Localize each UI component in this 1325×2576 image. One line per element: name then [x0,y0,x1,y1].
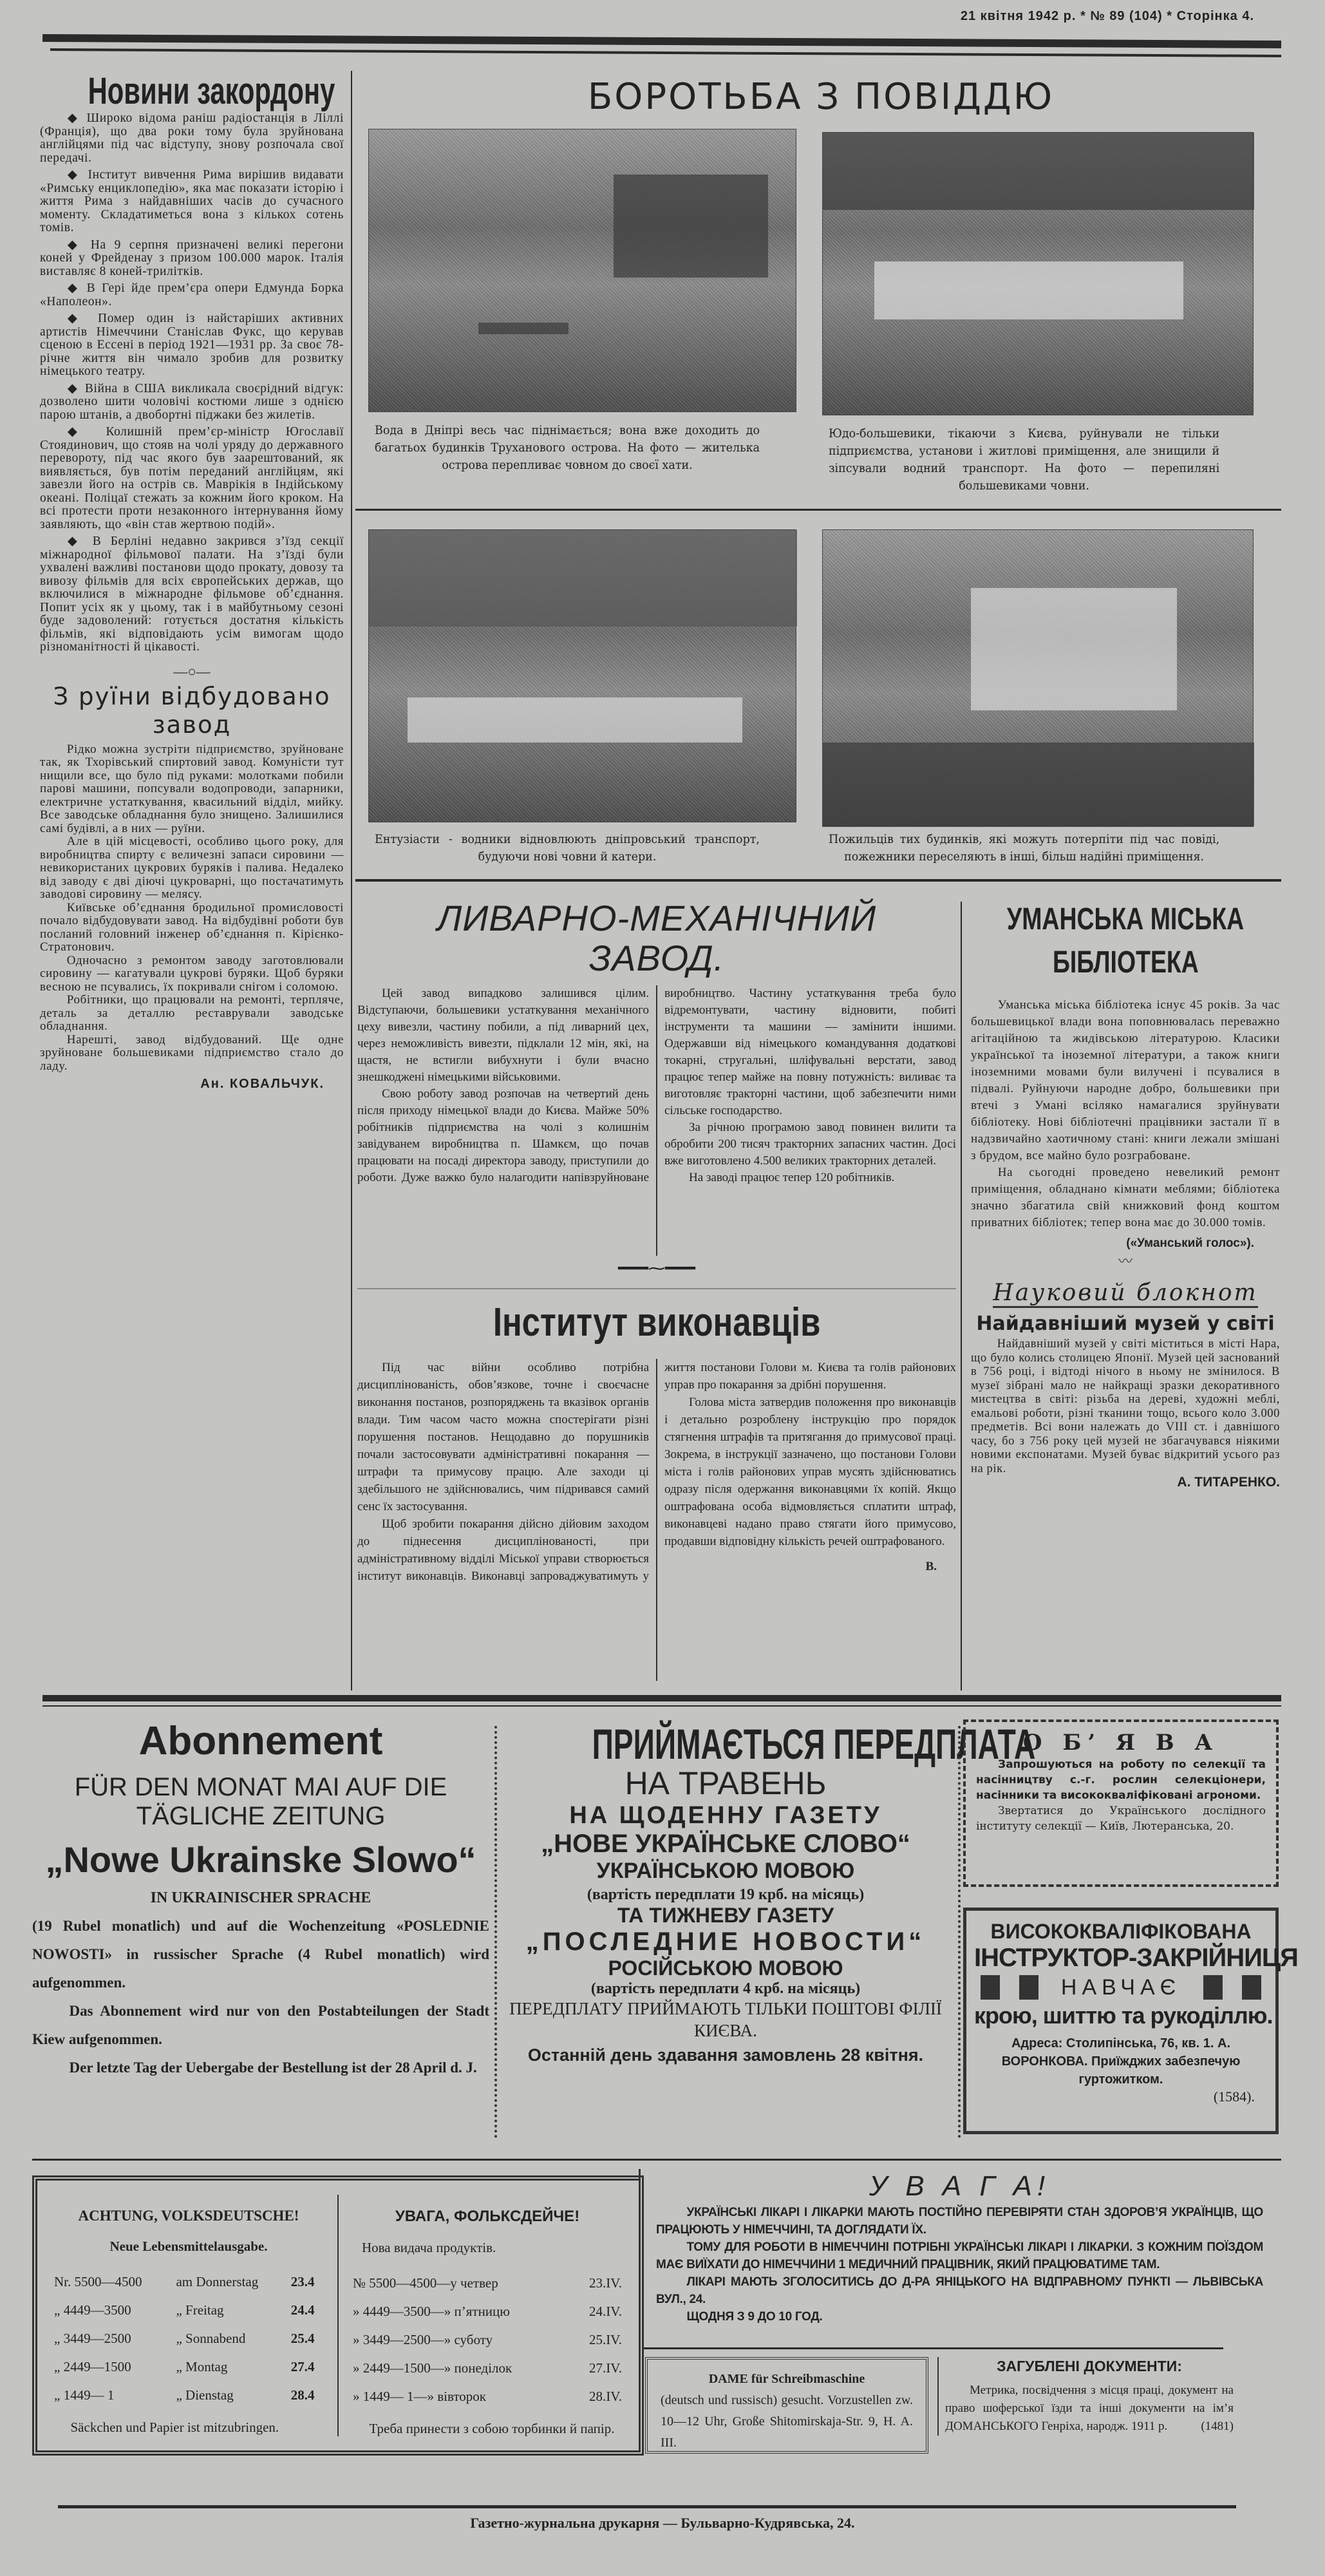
abonnement-body [32,1912,489,2082]
masthead-rule [42,34,1281,48]
photo-new-boats [368,529,796,822]
notice-title: ACHTUNG, VOLKSDEUTSCHE! [78,2208,299,2224]
dame-ad [645,2357,928,2454]
ornamental-border [958,1726,961,2138]
news-item: ◆ Широко відома раніш радіостанція в Ліллі (Франція), що два роки тому була зруйнована англійцями під час відступу, знову розпочала свої передачі. [40,111,344,165]
ad-reference: (1481) [1201,2420,1234,2433]
subscription-line: „ПОСЛЕДНИЕ НОВОСТИ“ [525,1927,926,1956]
table-row [50,2381,327,2409]
foundry-title-line: ЗАВОД. [588,938,725,978]
table-cell: 25.IV. [589,2332,622,2347]
ruins-title: З руїни відбудовано завод [53,682,331,739]
divider [355,509,1281,511]
table-cell: 24.IV. [589,2304,622,2319]
dame-text: (deutsch und russisch) gesucht. Vorzustellen zw. 10—12 Uhr, Große Shitomirskaja-Str. 9, H. A. III. [661,2393,913,2450]
museum-title: Найдавніший музей у світі [976,1312,1275,1335]
paragraph: Нарешті, завод відбудований. Ще одне зруйноване большевиками підприємство стало до ладу. [40,1032,344,1073]
foundry-title [357,898,956,978]
section-rule [32,2159,1281,2161]
table-cell: » 1449— 1—» вівторок [353,2389,486,2404]
table-cell: № 5500—4500—у четвер [353,2275,498,2291]
table-row [349,2325,626,2354]
notice-subtitle: Neue Lebensmittelausgabe. [109,2239,268,2254]
paragraph: Звертатися до Українського дослідного інституту селекції — Київ, Лютеранська, 20. [976,1804,1266,1833]
table-row [50,2353,327,2381]
ruins-author: Ан. КОВАЛЬЧУК. [200,1077,324,1091]
abonnement-lang: IN UKRAINISCHER SPRACHE [150,1889,371,1906]
paragraph: За річною програмою завод повинен вилити та обробити 200 тисяч тракторних запасних частин. Досі вже виготовлено 4.500 великих тракторних деталей. [664,1121,956,1168]
signature: В. [925,1560,937,1573]
table-cell: » 2449—1500—» понеділок [353,2360,512,2376]
instructor-line: НАВЧАЄ [981,1975,1261,2000]
obyava-ad [963,1719,1279,1887]
photo-evacuation-houses [822,529,1254,827]
printer-footer: Газетно-журнальна друкарня — Бульварно-Кудрявська, 24. [470,2515,855,2531]
foundry-title-line: ЛИВАРНО-МЕХАНІЧНИЙ [437,898,877,938]
paragraph: (19 Rubel monatlich) und auf die Wochenzeitung «POSLEDNIE NOWOSTI» in russischer Sprache (4 Rubel monatlich) wird aufgenommen. [32,1918,489,1991]
footer-rule [58,2505,1236,2508]
museum-body [971,1338,1280,1476]
abonnement-title: Abonnement [138,1719,383,1763]
photo-caption: Юдо-большевики, тікаючи з Києва, руйнували не тільки підприємства, установи і житлові приміщення, але знищили й зіпсували водний транспорт. На фото — перепиляні большевиками човни. [829,426,1220,493]
paragraph: Запрошуються на роботу по селекції та насінництву с.-г. рослин селекціонери, насінники та висококваліфіковані агрономи. [976,1758,1266,1802]
abonnement-ad [32,1718,489,2082]
paragraph: Голова міста затвердив положення про виконавців і детально розроблену інструкцію про порядок стягнення штрафів та притягання до примусової праці. Зокрема, в інструкції зазначено, що постанови Голови міста і голів районових управ мусять здійснюватись одразу після одержання виконавцями їх копій. Якщо оштрафована особа відмовляється сплатити штраф, виконавцеві надано право стягати його примусово, продавши відповідну кількість речей оштрафованого. [664,1396,956,1548]
subscription-line: „НОВЕ УКРАЇНСЬКЕ СЛОВО“ [541,1830,910,1858]
ornament-divider: ━━━⁓━━━ [618,1259,695,1278]
table-cell: Nr. 5500—4500 [54,2274,142,2289]
subscription-line: НА ТРАВЕНЬ [625,1765,827,1801]
paragraph: УКРАЇНСЬКІ ЛІКАРІ І ЛІКАРКИ МАЮТЬ ПОСТІЙНО ПЕРЕВІРЯТИ СТАН ЗДОРОВ’Я УКРАЇНЦІВ, ЩО ПРАЦЮЮТЬ У НІМЕЧЧИНІ, ТА ДОГЛЯДАТИ ЇХ. [656,2206,1263,2237]
table-cell: „ Dienstag [176,2387,234,2403]
instructor-line: крою, шиттю та рукоділлю. [974,2002,1273,2029]
table-cell: „ 1449— 1 [54,2387,115,2403]
instructor-line: ІНСТРУКТОР-ЗАКРІЙНИЦЯ [974,1944,1298,1972]
news-item: ◆ В Берліні недавно закрився з’їзд секції міжнародної фільмової палати. На з’їзді були ухвалені важливі постанови щодо прокату, довозу та вивозу фільмів для всіх європейських держав, що включилися в міжнародне фільмове об’єднання. Попит усіх як у цьому, так і в майбутньому сезоні буде задоволений: готується достатня кількість фільмів, які відповідають усім вимогам щодо різноманітності й цікавості. [40,535,344,654]
paragraph: На сьогодні проведено невеликий ремонт приміщення, обладнано кімнати меблями; бібліотека значно збагатила свій книжковий фонд коштом приватних бібліотек; тепер вона має до 30.000 томів. [971,1166,1280,1229]
abonnement-line: FÜR DEN MONAT MAI AUF DIE [74,1773,447,1801]
table-cell: 27.4 [290,2359,315,2374]
doctors-notice [639,2169,1283,2343]
divider [357,1288,956,1289]
subscription-line: РОСІЙСЬКОЮ МОВОЮ [608,1956,843,1980]
paragraph: Уманська міська бібліотека існує 45 років. За час большевицької влади вона поповнювалась переважно агітаційною та жидівською літературою. Класики української та іноземної літератури, а також книги іноземними мовами були вилучені і псувалися в підвалі. Руйнуючи народне добро, большевики при втечі з Умані всіляко намагалися зруйнувати бібліотеку. Нові бібліотечні працівники застали її в надзвичайно хаотичному стані: книги лежали змішані з брудом, все майно було розграбоване. [971,998,1280,1162]
news-item-text: Широко відома раніш радіостанція в Ліллі (Франція), що два роки тому була зруйнована англійцями під час відступу, знову розпочала свої передачі. [40,111,344,165]
table-row [349,2297,626,2325]
paragraph: ЩОДНЯ З 9 ДО 10 ГОД. [686,2310,823,2324]
table-row [349,2269,626,2297]
subscription-line: НА ЩОДЕННУ ГАЗЕТУ [569,1802,882,1829]
table-cell: „ 3449—2500 [54,2331,131,2346]
doctors-body [656,2204,1263,2325]
subscription-line: (вартість передплати 19 крб. на місяць) [587,1886,865,1903]
paragraph: Щоб зробити покарання дійсно дійовим заходом до піднесення дисциплінованості, при адміністративному відділі Міської управи створюється інститут виконавців. Виконавці запроваджуватимуть у життя постанови Голови м. Києва та голів районових управ про покарання за дрібні порушення. [357,1361,956,1583]
abonnement-line: TÄGLICHE ZEITUNG [136,1802,386,1830]
news-item-text: Помер один із найстаріших активних артистів Німеччини Станіслав Фукс, що керував сценою в Ессені в період 1921—1931 рр. За своє 78-річне життя він чимало зробив для розвитку німецького театру. [40,312,344,378]
table-cell: 28.4 [290,2387,315,2403]
subscription-line: ПРИЙМАЄТЬСЯ ПЕРЕДПЛАТА [592,1720,1036,1768]
paragraph: Під час війни особливо потрібна дисциплінованість, обов’язкове, точне і своєчасне виконання постанов, розпоряджень та вказівок органів влади. Тим часом часто можна спостерігати різні порушення постанов. Нещодавно до порушників почали застосовувати адміністративні покарання — штрафи та примусову працю. Але заходи ці здебільшого не здійснювались, чим підривався самий сенс їх застосування. [357,1361,649,1513]
instructor-line: ВИСОКОКВАЛІФІКОВАНА [990,1920,1252,1943]
table-row [50,2324,327,2353]
table-row [50,2296,327,2324]
paragraph: Але в цій місцевості, особливо цього року, для виробництва спирту є величезні запаси сировини — невикористаних цукрових буряків і палива. Недалеко від заводу є дві діючі цукроварні, що постачатимуть заводові сировину — мелясу. [40,835,344,901]
news-item-text: Інститут вивчення Рима вирішив видавати «Римську енциклопедію», яка має показати історію і життя Рима з найдавніших часів до сучасного моменту. Складатиметься вона з кількох сотень томів. [40,168,344,234]
volksdeutsche-notice [32,2175,644,2456]
table-cell: „ Sonnabend [176,2331,246,2346]
notice-note: Треба принести з собою торбинки й папір. [369,2421,615,2436]
masthead-rule-thin [50,48,1281,57]
table-cell: 28.IV. [589,2389,622,2404]
paragraph: Найдавніший музей у світі міститься в місті Нара, що було колись столицею Японії. Музей цей заснований в 756 році, і відтоді нічого в ньому не змінилося. В музеї зібрані мало не найкращі зразки декоративного мистецтва в світі: різьба на дереві, художні меблі, емальові роботи, різні тканини тощо, всього коло 3.000 предметів. Всі вони належать до VIII ст. і давнішого часу, бо з 756 року цей музей не збагачувався ніякими новими експонатами. Музей буває відкритий усього раз на рік. [971,1338,1280,1475]
instructor-address: Адреса: Столипінська, 76, кв. 1. А. ВОРОНКОВА. Приїжджих забезпечую гуртожитком. [1001,2036,1241,2087]
photo-caption: Ентузіасти - водники відновлюють дніпровський транспорт, будуючи нові човни й катери. [375,832,760,864]
paragraph: ЛІКАРІ МАЮТЬ ЗГОЛОСИТИСЬ ДО Д-РА ЯНІЦЬКОГО НА ВІДПРАВНОМУ ПУНКТІ — ЛЬВІВСЬКА ВУЛ., 24. [656,2275,1263,2306]
obyava-title: О Б’ Я В А [1022,1730,1219,1756]
news-item: ◆ Війна в США викликала своєрідний відгук: дозволено шити чоловічі костюми лише з однією парою штанів, а двобортні піджаки без жилетів. [40,381,344,422]
subscription-ad [497,1719,1036,2065]
divider [644,2347,1223,2349]
table-cell: 23.IV. [589,2275,622,2291]
section-rule [42,1695,1281,1701]
uman-title: БІБЛІОТЕКА [1052,945,1199,980]
institute-title-text: Інститут виконавців [493,1300,821,1345]
table-row [349,2354,626,2382]
news-item: ◆ Помер один із найстаріших активних артистів Німеччини Станіслав Фукс, що керував сценою в Ессені в період 1921—1931 рр. За своє 78-річне життя він чимало зробив для розвитку німецького театру. [40,312,344,378]
museum-kicker [971,1280,1280,1306]
institute-body [357,1359,956,1681]
news-item: ◆ На 9 серпня призначені великі перегони коней у Фрейденау з призом 100.000 марок. Італія виставляє 8 коней-трилітків. [40,238,344,278]
notice-note: Säckchen und Papier ist mitzubringen. [70,2420,279,2435]
section-rule-thin [42,1705,1281,1707]
notice-subtitle: Нова видача продуктів. [362,2240,496,2255]
lost-docs-title: ЗАГУБЛЕНІ ДОКУМЕНТИ: [997,2358,1182,2374]
photo-caption: Вода в Дніпрі весь час піднімається; вона вже доходить до багатьох будинків Труханового острова. На фото — жителька острова перепливає човном до своєї хати. [375,423,760,472]
distribution-table [349,2269,626,2410]
doctors-title: У В А Г А! [869,2170,1051,2202]
news-item: ◆ В Гері йде прем’єра опери Едмунда Борка «Наполеон». [40,281,344,308]
distribution-table [50,2268,327,2409]
foreign-news-title: Новини закордону [88,70,335,112]
subscription-line: Останній день здавання замовлень 28 квітня. [527,2045,924,2065]
table-cell: am Donnerstag [176,2274,259,2289]
paragraph: Das Abonnement wird nur von den Postabteilungen der Stadt Kiew aufgenommen. [32,2003,489,2047]
subscription-line: (вартість передплати 4 крб. на місяць) [590,1980,861,1997]
table-cell: » 3449—2500—» суботу [353,2332,493,2347]
ad-reference: (1584). [1213,2088,1255,2105]
photo-sawn-boats [822,132,1254,415]
date-line: 21 квітня 1942 р. * № 89 (104) * Сторінка 4. [960,9,1254,23]
paragraph: На заводі працює тепер 120 робітників. [689,1171,895,1184]
news-item: ◆ Колишній прем’єр-міністр Югославії Стоядинович, що стояв на чолі уряду до державного перевороту, під час якого був заарештований, як виявляється, був потім переданий англійцям, які завезли його на острів св. Маврікія в Індійському океані. Поліцаї стежать за кожним його кроком. На всі протести проти незаконного інтернування йому заявляють, що «він став жертвою подій». [40,425,344,531]
table-cell: „ Freitag [176,2302,224,2318]
paragraph: Робітники, що працювали на ремонті, терпляче, деталь за деталлю реставрували заводське обладнання. [40,993,344,1033]
news-item: ◆ Інститут вивчення Рима вирішив видавати «Римську енциклопедію», яка має показати історію і життя Рима з найдавніших часів до сучасного моменту. Складатиметься вона з кількох сотень томів. [40,168,344,234]
notice-ukrainian [339,2195,626,2436]
paragraph: Одночасно з ремонтом заводу заготовлювали сировину — кагатували цукрові буряки. Щоб буряки весною не псувались, їх покривали снігом і соломою. [40,953,344,994]
lost-docs-text: Метрика, посвідчення з місця праці, документ на право шоферської їзди та інші документи на ім’я ДОМАНСЬКОГО Генріха, народж. 1911 р. [945,2383,1234,2433]
paragraph: Свою роботу завод розпочав на четвертий день після приходу німецької влади до Києва. Майже 50% робітників підприємства на чолі з колишнім завідуванем виробництва п. Шамкєм, що почав працювати на посаді директора заводу, приступили до роботи. Дуже важко було налагодити напівзруйноване виробництво. Частину устаткування треба було відремонтувати, частину відновити, побиті інструменти та машини — замінити іншими. Одержавши від німецького командування додаткові токарні, стругальні, шліфувальні верстати, завод працює тепер майже на повну потужність: виливає та виготовляє тракторні частини, щоб забезпечити ними сільське господарство. [357,987,956,1184]
dame-title: DAME für Schreibmaschine [708,2372,865,2386]
table-cell: 23.4 [290,2274,315,2289]
news-item-text: На 9 серпня призначені великі перегони коней у Фрейденау з призом 100.000 марок. Італія виставляє 8 коней-трилітків. [40,238,344,278]
news-item-text: В Гері йде прем’єра опери Едмунда Борка «Наполеон». [40,281,344,308]
notice-german [50,2195,339,2436]
column-divider [961,902,962,1690]
ornament-divider: —○— [173,663,211,679]
table-cell: » 4449—3500—» п’ятницю [353,2304,510,2319]
instructor-ad [963,1908,1298,2134]
subscription-line: УКРАЇНСЬКОЮ МОВОЮ [596,1859,855,1883]
uman-body [971,997,1280,1231]
news-item-text: Війна в США викликала своєрідний відгук: дозволено шити чоловічі костюми лише з однією парою штанів, а двобортні піджаки без жилетів. [40,381,344,422]
subscription-line: ТА ТИЖНЕВУ ГАЗЕТУ [617,1904,834,1927]
table-cell: 27.IV. [589,2360,622,2376]
uman-source: («Уманський голос»). [1126,1236,1254,1250]
table-row [349,2382,626,2410]
museum-author: А. ТИТАРЕНКО. [1177,1475,1280,1490]
column-divider [351,71,352,1690]
photo-flooded-island [368,129,796,412]
photo-caption: Пожильців тих будинків, які можуть потерпіти під час повіді, пожежники переселяють в інші, більш надійні приміщення. [829,832,1220,864]
institute-title [357,1300,956,1351]
uman-column [971,902,1280,1490]
table-cell: „ 4449—3500 [54,2302,131,2318]
ornament-divider: 〰 [1118,1253,1132,1269]
table-cell: „ Montag [176,2359,228,2374]
paragraph: Цей завод випадково залишився цілим. Відступаючи, большевики устаткування механічного цеху вивезли, частину побили, а під ливарний цех, через неможливість вивезти, підклали 12 мін, які, на щастя, не встигли вибухнути і були вчасно знешкоджені німецькими військовими. [357,987,649,1084]
foreign-news-column [40,70,344,1092]
table-cell: 24.4 [290,2302,315,2318]
news-item-text: В Берліні недавно закрився з’їзд секції міжнародної фільмової палати. На з’їзді були ухвалені важливі постанови щодо прокату, довозу та вивозу фільмів для всіх європейських держав, що включилися в міжнародне фільмове об’єднання. Попит усіх як у цьому, так і в майбутньому сезоні буде задоволений: готується достатня кількість фільмів, які відповідають усім вимогам щодо різноманітності й цікавості. [40,535,344,654]
paragraph: Київське об’єднання бродильної промисловості почало відбудовувати завод. На відбудівні роботи був посланий головний інженер об’єднання п. Кірієнко-Стратонович. [40,900,344,954]
flood-title: БОРОТЬБА З ПОВІДДЮ [587,76,1055,118]
paragraph: Рідко можна зустріти підприємство, зруйноване так, як Тхорівський спиртовий завод. Комуністи тут нищили все, що було під руками: молотками побили парові машини, попсували водопроводи, запарники, електричне устаткування, квасильний відділ, мийку. Все заводське обладнання було знищено. Залишилися самі будівлі, а в них — руїни. [40,742,344,835]
divider [355,879,1281,882]
lost-documents-ad [937,2357,1234,2436]
ruins-body [40,743,344,1074]
abonnement-paper: „Nowe Ukrainske Slowo“ [45,1839,476,1880]
table-cell: 25.4 [290,2331,315,2346]
foreign-news-items [40,112,344,654]
museum-kicker-text: Науковий блокнот [993,1280,1257,1308]
table-cell: „ 2449—1500 [54,2359,131,2374]
subscription-line: ПЕРЕДПЛАТУ ПРИЙМАЮТЬ ТІЛЬКИ ПОШТОВІ ФІЛІЇ КИЄВА. [509,1999,942,2040]
news-item-text: Колишній прем’єр-міністр Югославії Стоядинович, що стояв на чолі уряду до державного перевороту, під час якого був заарештований, як виявляється, був потім переданий англійцям, які завезли його на острів св. Маврікія в Індійському океані. Поліцаї стежать за кожним його кроком. На всі протести проти незаконного інтернування йому заявляють, що «він став жертвою подій». [40,425,344,531]
paragraph: Der letzte Tag der Uebergabe der Bestellung ist der 28 April d. J. [69,2060,477,2076]
notice-title: УВАГА, ФОЛЬКСДЕЙЧЕ! [395,2208,580,2225]
paragraph: ТОМУ ДЛЯ РОБОТИ В НІМЕЧЧИНІ ПОТРІБНІ УКРАЇНСЬКІ ЛІКАРІ І ЛІКАРКИ. З КОЖНИМ ПОЇЗДОМ МАЄ ВИЇХАТИ ДО НІМЕЧЧИНИ 1 МЕДИЧНИЙ ПРАЦІВНИК, ЯКИЙ ПРАЦЮВАТИМЕ ТАМ. [656,2240,1263,2271]
foundry-body [357,985,956,1256]
table-row [50,2268,327,2296]
uman-title: УМАНСЬКА МІСЬКА [1006,902,1245,936]
